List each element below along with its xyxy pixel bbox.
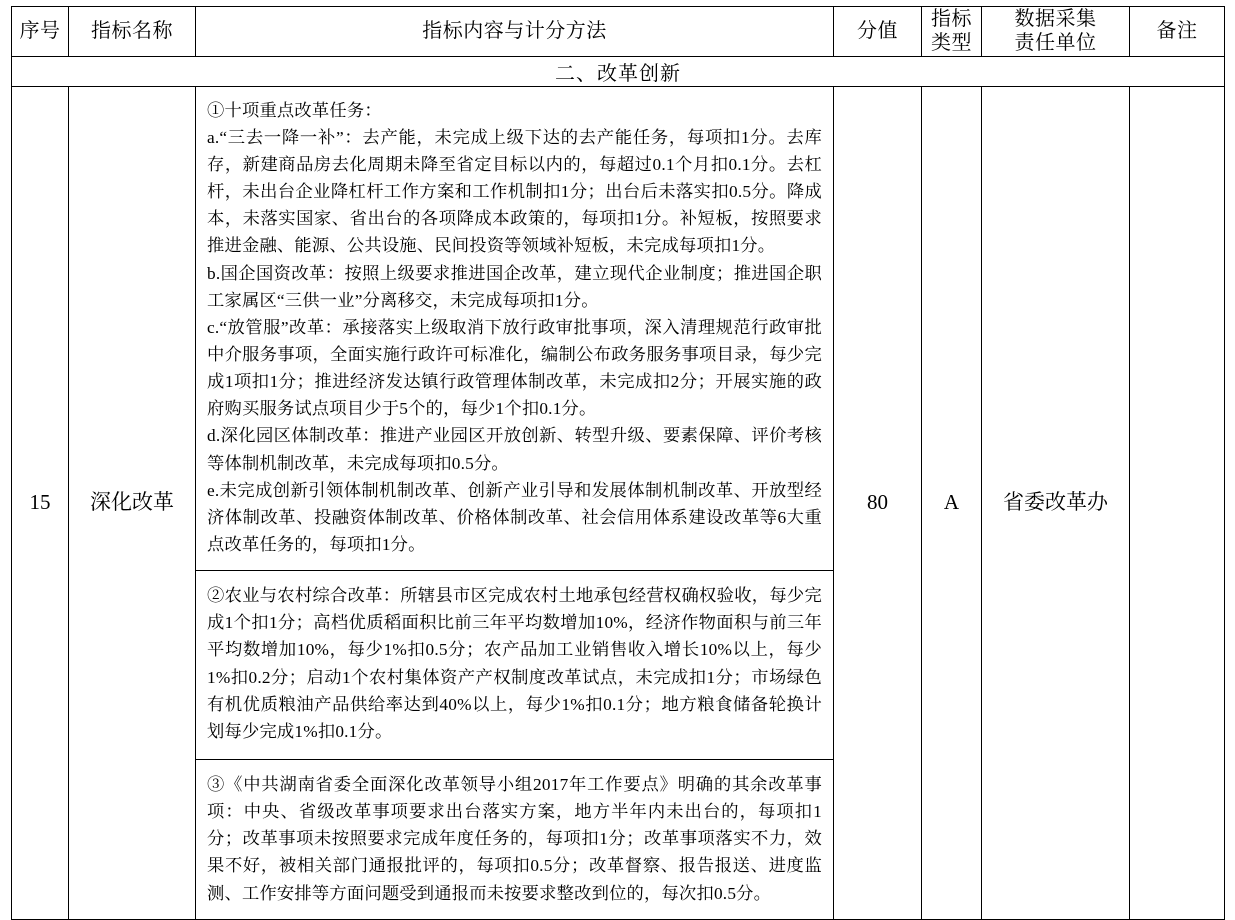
content-paragraph-3: ③《中共湖南省委全面深化改革领导小组2017年工作要点》明确的其余改革事项：中央、省级改革事项要求出台落实方案，地方半年内未出台的，每项扣1分；改革事项未按照要求完成年度任务的，每项扣1分；改革事项落实不力，效果不好，被相关部门通报批评的，每项扣0.5分；改革督察、报告报送、进度监测、工作安排等方面问题受到通报而未按要求整改到位的，每次扣0.5分。: [196, 759, 833, 919]
column-header-unit: [982, 7, 1130, 57]
paragraph-stack: [196, 87, 833, 919]
column-header-score: 分值: [834, 7, 922, 57]
cell-score: 80: [834, 86, 922, 919]
cell-indicator-content: [196, 86, 834, 919]
column-header-type: [922, 7, 982, 57]
header-row: [12, 7, 1225, 57]
column-header-remark: 备注: [1130, 7, 1225, 57]
table-row: [12, 86, 1225, 919]
section-header-row: [12, 56, 1225, 86]
cell-indicator-name: 深化改革: [69, 86, 196, 919]
column-header-content: 指标内容与计分方法: [196, 7, 834, 57]
column-header-unit-line1: 数据采集: [1014, 8, 1097, 30]
table-body: [12, 56, 1225, 919]
content-paragraph-2: ②农业与农村综合改革：所辖县市区完成农村土地承包经营权确权验收，每少完成1个扣1分；高档优质稻面积比前三年平均数增加10%，经济作物面积与前三年平均数增加10%，每少1%扣0.5分；农产品加工业销售收入增长10%以上，每少1%扣0.2分；启动1个农村集体资产产权制度改革试点，未完成扣1分；市场绿色有机优质粮油产品供给率达到40%以上，每少1%扣0.1分；地方粮食储备轮换计划每少完成1%扣0.1分。: [196, 570, 833, 759]
column-header-name: 指标名称: [69, 7, 196, 57]
cell-type: A: [922, 86, 982, 919]
cell-remark: [1130, 86, 1225, 919]
assessment-table: [11, 6, 1225, 920]
section-title: 二、改革创新: [12, 56, 1225, 86]
column-header-unit-line2: 责任单位: [1014, 32, 1097, 55]
cell-responsible-unit: 省委改革办: [982, 86, 1130, 919]
column-header-type-line2: 类型: [931, 32, 972, 55]
document-page: [0, 6, 1235, 903]
cell-seq: 15: [12, 86, 69, 919]
content-paragraph-1: ①十项重点改革任务： a.“三去一降一补”：去产能，未完成上级下达的去产能任务，每项扣1分。去库存，新建商品房去化周期未降至省定目标以内的，每超过0.1个月扣0.1分。去杠杆，未出台企业降杠杆工作方案和工作机制扣1分；出台后未落实扣0.5分。降成本，未落实国家、省出台的各项降成本政策的，每项扣1分。补短板，按照要求推进金融、能源、公共设施、民间投资等领域补短板，未完成每项扣1分。 b.国企国资改革：按照上级要求推进国企改革，建立现代企业制度；推进国企职工家属区“三供一业”分离移交，未完成每项扣1分。 c.“放管服”改革：承接落实上级取消下放行政审批事项，深入清理规范行政审批中介服务事项，全面实施行政许可标准化，编制公布政务服务事项目录，每少完成1项扣1分；推进经济发达镇行政管理体制改革，未完成扣2分；开展实施的政府购买服务试点项目少于5个的，每少1个扣0.1分。 d.深化园区体制改革：推进产业园区开放创新、转型升级、要素保障、评价考核等体制机制改革，未完成每项扣0.5分。 e.未完成创新引领体制机制改革、创新产业引导和发展体制机制改革、开放型经济体制改革、投融资体制改革、价格体制改革、社会信用体系建设改革等6大重点改革任务的，每项扣1分。: [207, 100, 822, 555]
column-header-seq: 序号: [12, 7, 69, 57]
table-header: [12, 7, 1225, 57]
column-header-type-line1: 指标: [931, 8, 972, 30]
